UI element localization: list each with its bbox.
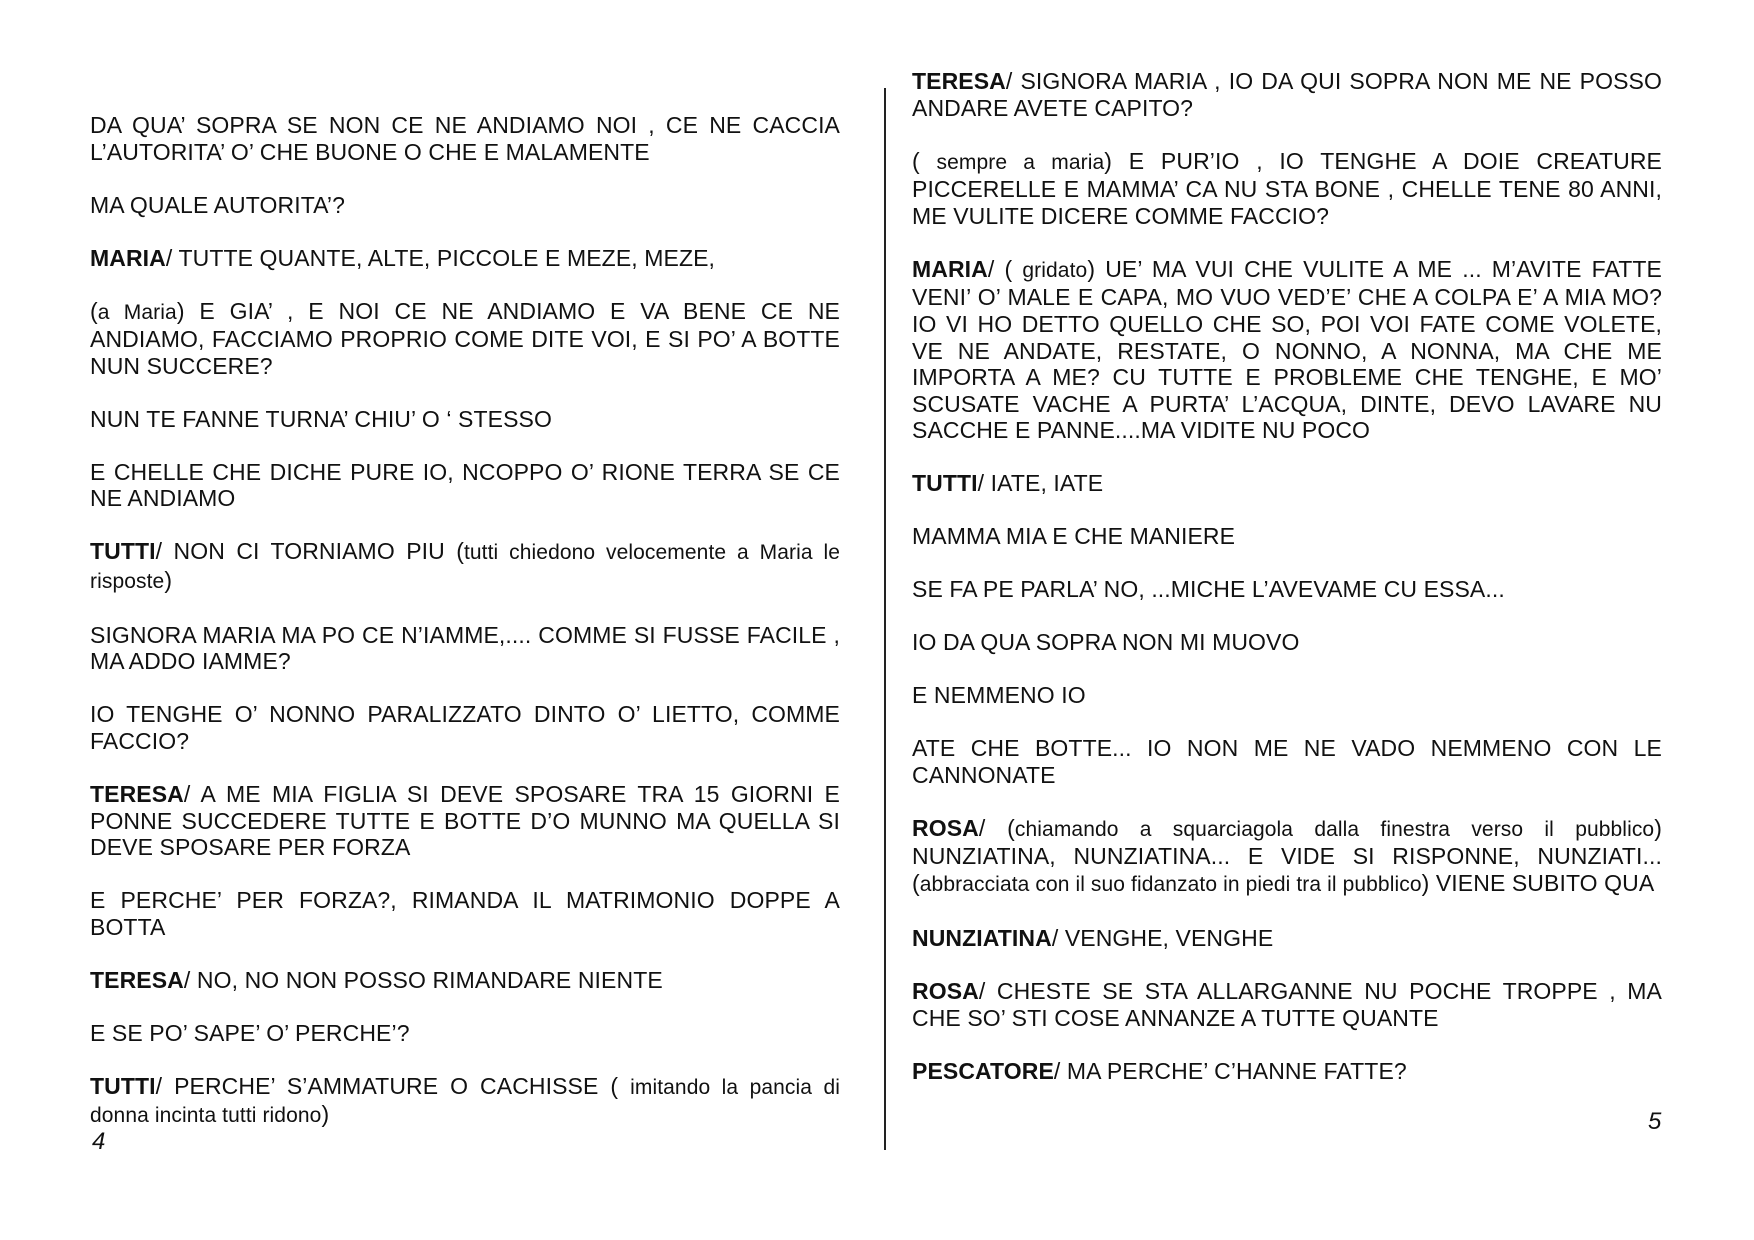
dialogue-text: IO DA QUA SOPRA NON MI MUOVO — [912, 629, 1300, 656]
speaker-name: TERESA — [90, 966, 184, 993]
script-paragraph — [912, 978, 1662, 1031]
left-page — [90, 0, 840, 1156]
script-paragraph — [90, 192, 840, 219]
script-paragraph — [90, 538, 840, 595]
script-paragraph — [912, 68, 1662, 121]
script-paragraph — [912, 256, 1662, 444]
speaker-name: TUTTI — [90, 1072, 156, 1099]
dialogue-text: NUN TE FANNE TURNA’ CHIU’ O ‘ STESSO — [90, 405, 552, 432]
script-paragraph — [912, 523, 1662, 550]
script-paragraph — [912, 576, 1662, 603]
dialogue-text: SE FA PE PARLA’ NO, ...MICHE L’AVEVAME CU ESSA... — [912, 576, 1505, 603]
dialogue-text: / VENGHE, VENGHE — [1051, 924, 1274, 951]
dialogue-text: E CHELLE CHE DICHE PURE IO, NCOPPO O’ RIONE TERRA SE CE NE ANDIAMO — [90, 458, 840, 512]
script-paragraph — [90, 459, 840, 512]
dialogue-text: / CHESTE SE STA ALLARGANNE NU POCHE TROPPE , MA CHE SO’ STI COSE ANNANZE A TUTTE QUANTE — [912, 977, 1662, 1031]
stage-direction: chiamando a squarciagola dalla finestra verso il pubblico — [1014, 817, 1655, 841]
script-paragraph — [912, 148, 1662, 230]
right-page-body — [912, 0, 1662, 1084]
dialogue-text: ) UE’ MA VUI CHE VULITE A ME ... M’AVITE FATTE VENI’ O’ MALE E CAPA, MO VUO VED’E’ CHE A COLPA E’ A MIA MO? IO VI HO DETTO QUELLO CHE SO, POI VOI FATE COME VOLETE, VE NE ANDATE, RESTATE, O NONNO, A NONNA, MA CHE ME IMPORTA A ME? CU TUTTE E PROBLEME CHE TENGHE, E MO’ SCUSATE VACHE A PURTA’ L’ACQUA, DINTE, DEVO LAVARE NU SACCHE E PANNE....MA VIDITE NU POCO — [912, 255, 1663, 444]
dialogue-text: / MA PERCHE’ C’HANNE FATTE? — [1053, 1057, 1407, 1084]
script-paragraph — [90, 406, 840, 433]
script-paragraph — [90, 781, 840, 861]
script-paragraph — [90, 622, 840, 675]
speaker-name: ROSA — [912, 977, 979, 1004]
stage-direction: sempre a maria — [936, 150, 1105, 174]
stage-direction: a Maria — [97, 300, 177, 324]
script-paragraph — [912, 925, 1662, 952]
speaker-name: TERESA — [90, 781, 184, 808]
page-number-left: 4 — [92, 1128, 106, 1155]
script-paragraph — [90, 967, 840, 994]
stage-direction: tutti chiedono velocemente a Maria le risposte — [90, 541, 840, 593]
dialogue-text: ( — [90, 297, 98, 324]
speaker-name: TUTTI — [912, 470, 978, 497]
script-paragraph — [912, 735, 1662, 788]
dialogue-text: / A ME MIA FIGLIA SI DEVE SPOSARE TRA 15 GIORNI E PONNE SUCCEDERE TUTTE E BOTTE D’O MUNNO MA QUELLA SI DEVE SPOSARE PER FORZA — [90, 781, 840, 861]
dialogue-text: / ( — [987, 255, 1023, 282]
dialogue-text: E NEMMENO IO — [912, 682, 1086, 709]
dialogue-text: / PERCHE’ S’AMMATURE O CACHISSE ( — [155, 1072, 631, 1099]
script-paragraph — [90, 1073, 840, 1130]
dialogue-text: ) NUNZIATINA, NUNZIATINA... E VIDE SI RISPONNE, NUNZIATI...( — [912, 814, 1662, 896]
dialogue-text: E SE PO’ SAPE’ O’ PERCHE’? — [90, 1019, 410, 1046]
speaker-name: NUNZIATINA — [912, 924, 1052, 951]
dialogue-text: ATE CHE BOTTE... IO NON ME NE VADO NEMMENO CON LE CANNONATE — [912, 735, 1662, 788]
speaker-name: MARIA — [90, 244, 166, 271]
script-paragraph — [90, 245, 840, 272]
script-paragraph — [912, 629, 1662, 656]
script-paragraph — [912, 1058, 1662, 1085]
dialogue-text: / IATE, IATE — [977, 470, 1104, 497]
dialogue-text: ) VIENE SUBITO QUA — [1421, 869, 1655, 896]
script-paragraph — [912, 815, 1662, 899]
dialogue-text: / SIGNORA MARIA , IO DA QUI SOPRA NON ME NE POSSO ANDARE AVETE CAPITO? — [912, 68, 1662, 121]
dialogue-text: ) E GIA’ , E NOI CE NE ANDIAMO E VA BENE CE NE ANDIAMO, FACCIAMO PROPRIO COME DITE VOI, E SI PO’ A BOTTE NUN SUCCERE? — [90, 297, 840, 379]
speaker-name: TUTTI — [90, 538, 156, 565]
script-paragraph — [90, 887, 840, 940]
page-divider — [884, 88, 886, 1150]
dialogue-text: IO TENGHE O’ NONNO PARALIZZATO DINTO O’ LIETTO, COMME FACCIO? — [90, 701, 840, 755]
dialogue-text: / NON CI TORNIAMO PIU ( — [155, 538, 464, 565]
dialogue-text: MA QUALE AUTORITA’? — [90, 191, 345, 218]
right-page — [912, 0, 1662, 1111]
dialogue-text: SIGNORA MARIA MA PO CE N’IAMME,.... COMME SI FUSSE FACILE , MA ADDO IAMME? — [90, 621, 840, 675]
dialogue-text: / NO, NO NON POSSO RIMANDARE NIENTE — [183, 966, 663, 993]
script-paragraph — [912, 470, 1662, 497]
script-paragraph — [90, 112, 840, 165]
dialogue-text: / TUTTE QUANTE, ALTE, PICCOLE E MEZE, MEZE, — [165, 244, 716, 271]
script-paragraph — [90, 298, 840, 380]
speaker-name: PESCATORE — [912, 1057, 1054, 1084]
left-page-body — [90, 0, 840, 1130]
dialogue-text: MAMMA MIA E CHE MANIERE — [912, 523, 1236, 550]
dialogue-text: / ( — [978, 814, 1015, 841]
speaker-name: ROSA — [912, 814, 979, 841]
dialogue-text: DA QUA’ SOPRA SE NON CE NE ANDIAMO NOI , CE NE CACCIA L’AUTORITA’ O’ CHE BUONE O CHE E MALAMENTE — [90, 112, 840, 165]
speaker-name: MARIA — [912, 255, 988, 282]
stage-direction: gridato — [1022, 258, 1088, 282]
stage-direction: imitando la pancia di donna incinta tutti ridono — [90, 1075, 840, 1128]
dialogue-text: ) — [321, 1101, 330, 1128]
dialogue-text: ) — [164, 566, 173, 593]
dialogue-text: ( — [912, 147, 937, 174]
script-paragraph — [90, 1020, 840, 1047]
script-paragraph — [912, 682, 1662, 709]
dialogue-text: E PERCHE’ PER FORZA?, RIMANDA IL MATRIMONIO DOPPE A BOTTA — [90, 887, 840, 940]
page-number-right: 5 — [1648, 1108, 1662, 1135]
speaker-name: TERESA — [912, 68, 1006, 94]
dialogue-text: ) E PUR’IO , IO TENGHE A DOIE CREATURE PICCERELLE E MAMMA’ CA NU STA BONE , CHELLE TENE 80 ANNI, ME VULITE DICERE COMME FACCIO? — [912, 147, 1662, 229]
stage-direction: abbracciata con il suo fidanzato in piedi tra il pubblico — [919, 872, 1422, 896]
script-paragraph — [90, 701, 840, 754]
